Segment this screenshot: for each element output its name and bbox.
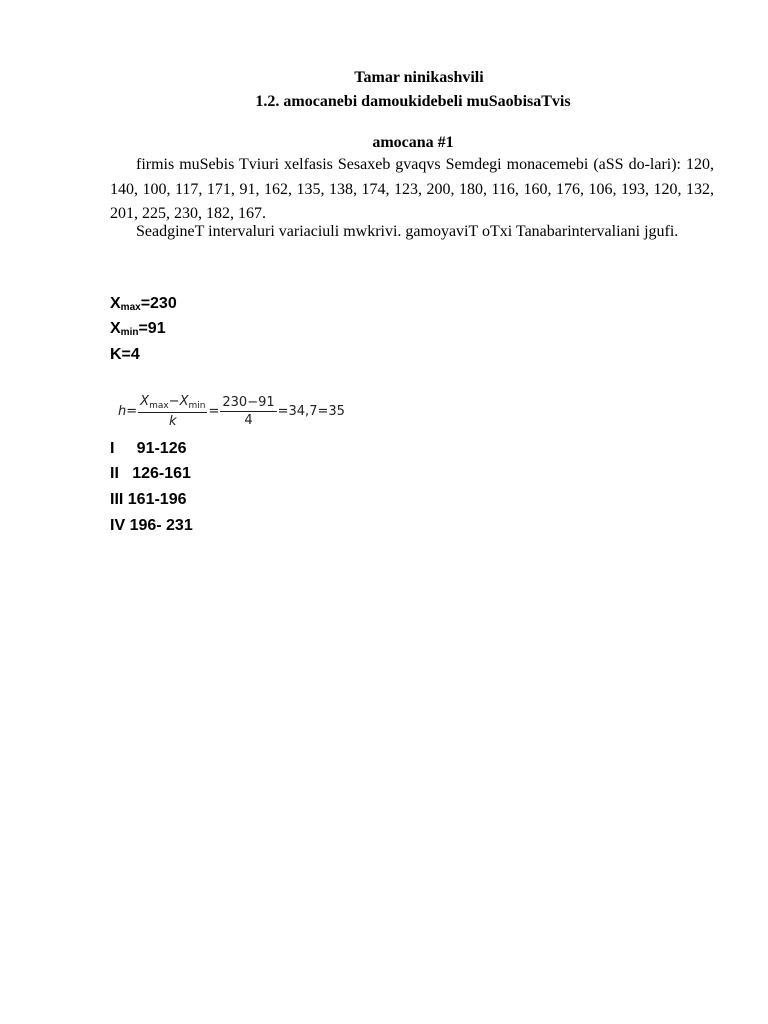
problem-task: SeadgineT intervaluri variaciuli mwkrivi. gamoyaviT oTxi Tanabarintervaliani jgufi. bbox=[136, 223, 679, 240]
interval-iii: III 161-196 bbox=[110, 491, 187, 508]
formula-k: k bbox=[169, 414, 177, 429]
xmin-symbol: X bbox=[110, 320, 121, 337]
formula-result: =34,7=35 bbox=[277, 404, 345, 419]
formula-x1: X bbox=[140, 394, 150, 409]
interval-width-formula bbox=[118, 394, 345, 429]
formula-numerator-1 bbox=[138, 394, 207, 413]
formula-sub-max: max bbox=[149, 401, 169, 411]
formula-equals-1: = bbox=[126, 404, 138, 419]
author-name: Tamar ninikashvili bbox=[354, 69, 484, 86]
formula-sub-min: min bbox=[188, 401, 206, 411]
interval-iv: IV 196- 231 bbox=[110, 517, 193, 534]
formula-numerator-2: 230−91 bbox=[222, 395, 275, 410]
problem-title: amocana #1 bbox=[372, 134, 454, 151]
xmax-line bbox=[110, 295, 177, 313]
interval-ii: II 126-161 bbox=[110, 465, 191, 482]
formula-minus: − bbox=[168, 394, 180, 409]
k-line: K=4 bbox=[110, 346, 140, 363]
formula-fraction-2 bbox=[220, 395, 276, 428]
formula-x2: X bbox=[179, 394, 189, 409]
formula-fraction-1 bbox=[138, 394, 207, 429]
interval-i: I 91-126 bbox=[110, 440, 187, 457]
formula-denominator-2: 4 bbox=[244, 413, 253, 428]
formula-denominator-1 bbox=[169, 413, 177, 429]
problem-statement: firmis muSebis Tviuri xelfasis Sesaxeb gvaqvs Semdegi monacemebi (aSS do-lari): 120, 140, 100, 117, 171, 91, 162, 135, 138, 174, 123, 200, 180, 116, 160, 176, 106, 193, 120, 132, 201, 225, 230, 182, 167. bbox=[110, 156, 714, 222]
formula-equals-2: = bbox=[208, 404, 220, 419]
xmin-line bbox=[110, 320, 166, 338]
xmax-subscript: max bbox=[120, 302, 141, 313]
xmax-value: =230 bbox=[140, 295, 177, 312]
formula-lhs: h bbox=[118, 404, 127, 419]
xmin-value: =91 bbox=[138, 320, 166, 337]
xmax-symbol: X bbox=[110, 295, 121, 312]
section-title: 1.2. amocanebi damoukidebeli muSaobisaTvis bbox=[255, 93, 571, 110]
xmin-subscript: min bbox=[120, 327, 139, 338]
